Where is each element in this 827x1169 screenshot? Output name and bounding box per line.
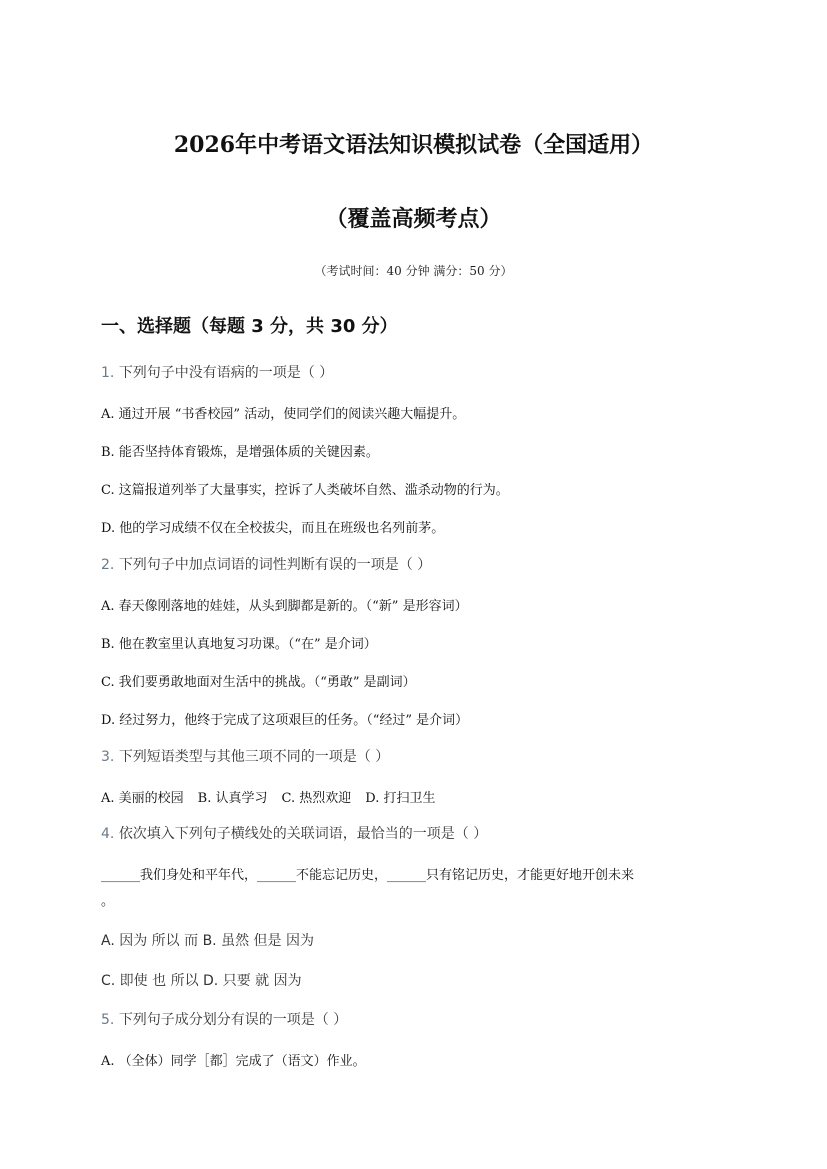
options-3 [101, 787, 435, 806]
question-number: 1. [101, 365, 115, 381]
question-stem: 下列短语类型与其他三项不同的一项是（ ） [118, 749, 390, 765]
option-2d: D. 经过努力，他终于完成了这项艰巨的任务。（“经过” 是介词） [101, 713, 469, 728]
option-1a: A. 通过开展 “书香校园” 活动，使同学们的阅读兴趣大幅提升。 [101, 407, 466, 422]
question-number: 3. [101, 749, 115, 765]
exam-info: （考试时间：40 分钟 满分：50 分） [314, 264, 513, 278]
exam-title: 2026年中考语文语法知识模拟试卷（全国适用） [173, 132, 654, 158]
question-number: 2. [101, 557, 115, 573]
option-2b: B. 他在教室里认真地复习功课。（“在” 是介词） [101, 637, 377, 652]
option-3d: D. 打扫卫生 [365, 791, 436, 806]
question-stem: 依次填入下列句子横线处的关联词语，最恰当的一项是（ ） [118, 826, 488, 842]
question-stem: 下列句子中没有语病的一项是（ ） [118, 365, 334, 381]
option-3b: B. 认真学习 [197, 791, 268, 806]
question-stem: 下列句子中加点词语的词性判断有误的一项是（ ） [118, 557, 432, 573]
question-4 [101, 823, 487, 843]
question-2 [101, 554, 431, 574]
question-number: 5. [101, 1012, 115, 1028]
option-2a: A. 春天像刚落地的娃娃，从头到脚都是新的。（“新” 是形容词） [101, 599, 468, 614]
question-1 [101, 362, 333, 382]
question-3 [101, 746, 389, 766]
question-stem: 下列句子成分划分有误的一项是（ ） [118, 1012, 348, 1028]
option-2c: C. 我们要勇敢地面对生活中的挑战。（“勇敢” 是副词） [101, 675, 416, 690]
option-1d: D. 他的学习成绩不仅在全校拔尖，而且在班级也名列前茅。 [101, 521, 445, 536]
question-4-sentence: ______我们身处和平年代，______不能忘记历史，______只有铭记历史，才能更好地开创未来 [101, 868, 635, 883]
option-4-ab: A. 因为 所以 而 B. 虽然 但是 因为 [101, 933, 314, 949]
question-number: 4. [101, 826, 115, 842]
question-5 [101, 1009, 347, 1029]
question-4-sentence-end: 。 [101, 894, 115, 909]
option-3a: A. 美丽的校园 [101, 791, 184, 806]
option-3c: C. 热烈欢迎 [281, 791, 352, 806]
option-1b: B. 能否坚持体育锻炼，是增强体质的关键因素。 [101, 445, 379, 460]
option-4-cd: C. 即使 也 所以 D. 只要 就 因为 [101, 973, 302, 989]
exam-subtitle: （覆盖高频考点） [325, 206, 502, 232]
option-5a: A. （全体）同学［都］完成了（语文）作业。 [101, 1054, 366, 1069]
option-1c: C. 这篇报道列举了大量事实，控诉了人类破坏自然、滥杀动物的行为。 [101, 483, 509, 498]
section-heading: 一、选择题（每题 3 分，共 30 分） [101, 316, 398, 337]
